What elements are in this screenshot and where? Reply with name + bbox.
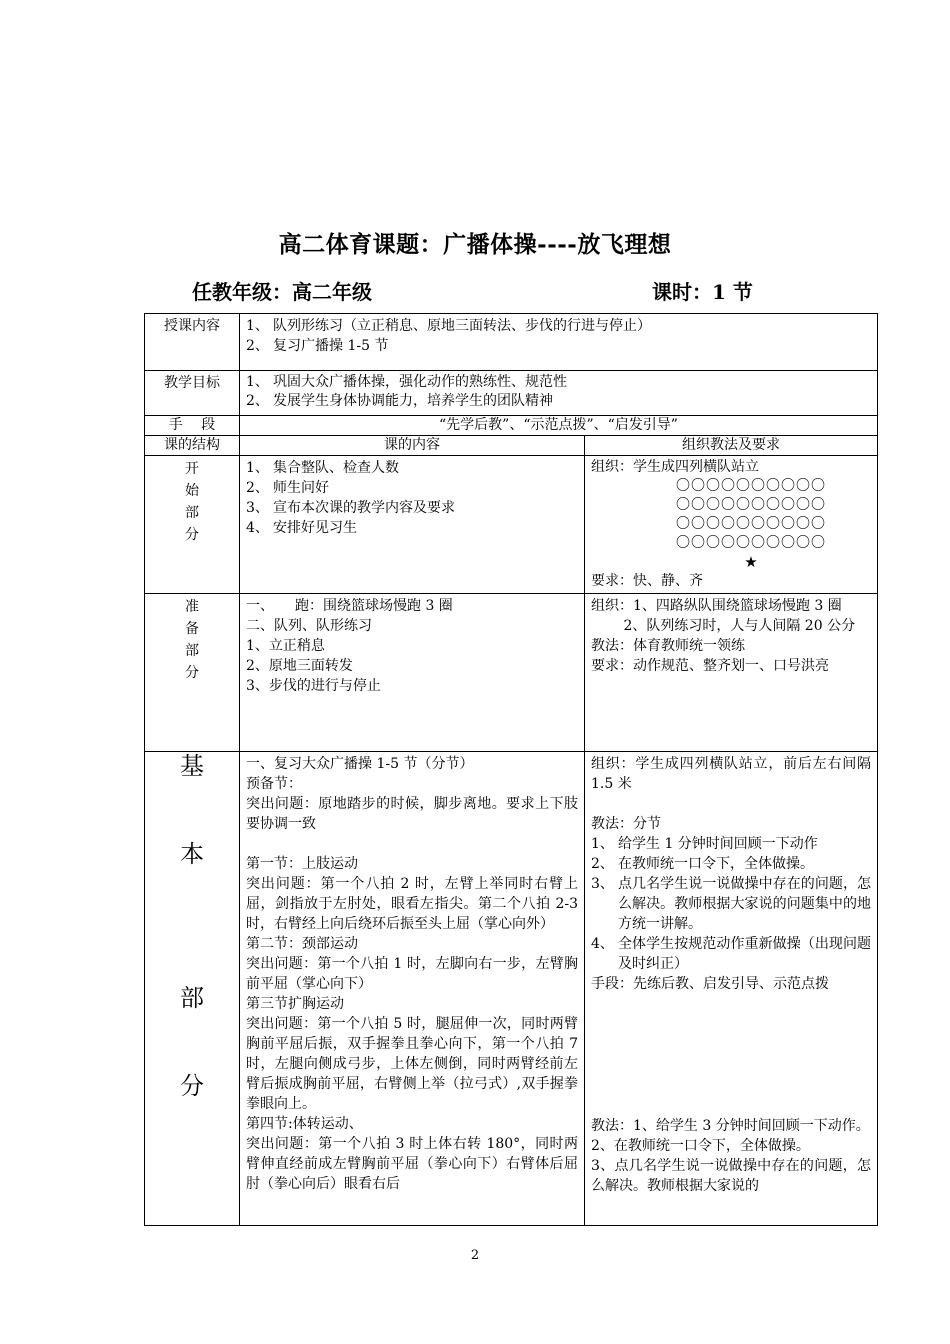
row-start-section	[145, 456, 878, 594]
list-item: 3、 宣布本次课的教学内容及要求	[246, 500, 455, 516]
label-teaching-goal: 教学目标	[145, 371, 240, 416]
method2-line: 2、在教师统一口令下，全体做操。	[591, 1138, 810, 1154]
content-line: 突出问题：第一个八拍 1 时，左脚向右一步，左臂胸前平屈（掌心向下）	[246, 956, 578, 992]
teaching-goal-cell	[240, 371, 878, 416]
content-line: 一、复习大众广播操 1-5 节（分节）	[246, 756, 474, 772]
content-line: 突出问题：原地踏步的时候，脚步离地。要求上下肢要协调一致	[246, 796, 578, 832]
list-item: 4、 全体学生按规范动作重新做操（出现问题及时纠正）	[591, 936, 871, 972]
header-content: 课的内容	[240, 436, 585, 456]
teaching-means-cell: “先学后教”、“示范点拨”、“启发引导”	[240, 416, 878, 436]
list-item: 1、 集合整队、检查人数	[246, 460, 399, 476]
content-line: 突出问题：第一个八拍 5 时，腿屈伸一次，同时两臂胸前平屈后振，双手握拳且拳心向下，第一个八拍 7 时，左腿向侧成弓步，上体左侧倒，同时两臂经前左臂后振成胸前平屈，右臂侧上举（拉弓式）,双手握拳拳眼向上。	[246, 1016, 578, 1112]
requirement-text: 要求：快、静、齐	[591, 573, 703, 589]
org-intro: 组织：学生成四列横队站立	[591, 459, 759, 475]
row-prep-section	[145, 594, 878, 752]
content-line: 3、步伐的进行与停止	[246, 678, 381, 694]
label-teaching-content: 授课内容	[145, 314, 240, 371]
basic-content-cell	[240, 752, 585, 1226]
header-organization: 组织教法及要求	[585, 436, 878, 456]
org-line: 2、队列练习时，人与人间隔 20 公分	[591, 618, 856, 634]
content-line: 第二节：颈部运动	[246, 936, 358, 952]
content-line: 突出问题：第一个八拍 3 时上体右转 180°，同时两臂伸直经前成左臂胸前平屈（拳心向下）右臂体后屈肘（拳心向后）眼看右后	[246, 1136, 578, 1192]
list-item: 1、 巩固大众广播体操，强化动作的熟练性、规范性	[246, 374, 567, 390]
blank-line	[246, 834, 578, 854]
formation-row: 〇〇〇〇〇〇〇〇〇〇	[676, 497, 826, 513]
teaching-content-cell	[240, 314, 878, 371]
page-number: 2	[470, 1248, 480, 1263]
content-line: 突出问题：第一个八拍 2 时，左臂上举同时右臂上屈，剑指放于左肘处，眼看左指尖。第二个八拍 2-3 时，右臂经上向后绕环后振至头上屈（掌心向外）	[246, 876, 578, 932]
org-line: 要求：动作规范、整齐划一、口号洪亮	[591, 658, 829, 674]
formation-row: 〇〇〇〇〇〇〇〇〇〇	[676, 535, 826, 551]
grade-label: 任教年级：高二年级	[192, 280, 372, 304]
list-item: 1、 队列形练习（立正稍息、原地三面转法、步伐的行进与停止）	[246, 318, 651, 334]
content-line: 第三节扩胸运动	[246, 996, 344, 1012]
header-structure: 课的结构	[145, 436, 240, 456]
content-line: 1、立正稍息	[246, 638, 325, 654]
formation-row: 〇〇〇〇〇〇〇〇〇〇	[676, 478, 826, 494]
content-line: 第一节：上肢运动	[246, 856, 358, 872]
list-item: 1、 给学生 1 分钟时间回顾一下动作	[591, 836, 818, 852]
content-line: 2、原地三面转发	[246, 658, 353, 674]
label-basic-section: 基 本 部 分	[145, 752, 240, 1226]
lesson-title: 高二体育课题：广播体操----放飞理想	[278, 231, 672, 258]
start-content-cell	[240, 456, 585, 594]
teacher-star-icon: ★	[744, 553, 758, 571]
org-intro: 组织：学生成四列横队站立，前后左右间隔 1.5 米	[591, 756, 871, 792]
row-teaching-means	[145, 416, 878, 436]
list-item: 2、 发展学生身体协调能力，培养学生的团队精神	[246, 393, 553, 409]
row-basic-section	[145, 752, 878, 1226]
formation-row: 〇〇〇〇〇〇〇〇〇〇	[676, 516, 826, 532]
basic-organization-cell	[585, 752, 878, 1226]
method2-line: 教法：1、给学生 3 分钟时间回顾一下动作。	[591, 1118, 870, 1134]
list-item: 4、 安排好见习生	[246, 520, 357, 536]
method-title: 教法：分节	[591, 816, 661, 832]
class-hours-label: 课时：1 节	[652, 280, 753, 304]
label-prep-section: 准 备 部 分	[145, 594, 240, 752]
label-teaching-means: 手 段	[145, 416, 240, 436]
org-line: 教法：体育教师统一领练	[591, 638, 745, 654]
prep-content-cell	[240, 594, 585, 752]
org-line: 组织：1、四路纵队围绕篮球场慢跑 3 圈	[591, 598, 842, 614]
row-teaching-content	[145, 314, 878, 371]
content-line: 第四节:体转运动、	[246, 1116, 363, 1132]
lesson-plan-table	[144, 313, 878, 1226]
prep-organization-cell	[585, 594, 878, 752]
method2-line: 3、点几名学生说一说做操中存在的问题，怎么解决。教师根据大家说的	[591, 1158, 871, 1194]
start-organization-cell	[585, 456, 878, 594]
content-line: 二、队列、队形练习	[246, 618, 372, 634]
means-text: 手段：先练后教、启发引导、示范点拨	[591, 976, 829, 992]
content-line: 一、 跑：围绕篮球场慢跑 3 圈	[246, 598, 453, 614]
row-teaching-goal	[145, 371, 878, 416]
row-header	[145, 436, 878, 456]
list-item: 2、 复习广播操 1-5 节	[246, 338, 389, 354]
content-line: 预备节：	[246, 776, 302, 792]
list-item: 2、 师生问好	[246, 480, 329, 496]
list-item: 2、 在教师统一口令下，全体做操。	[591, 856, 814, 872]
list-item: 3、 点几名学生说一说做操中存在的问题，怎么解决。教师根据大家说的问题集中的地方统一讲解。	[591, 876, 871, 932]
label-start-section: 开 始 部 分	[145, 456, 240, 594]
